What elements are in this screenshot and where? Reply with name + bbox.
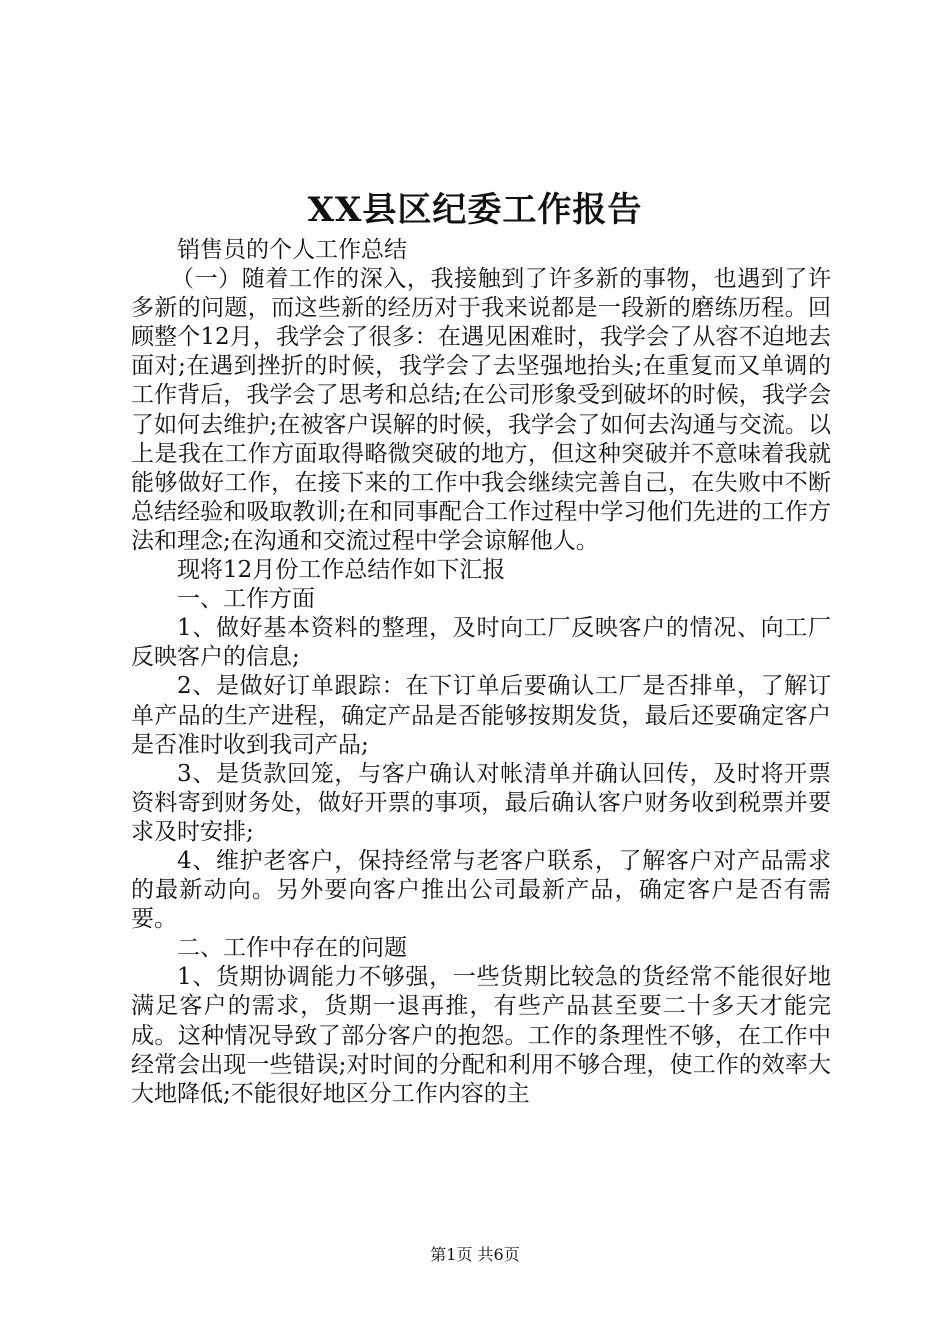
paragraph-intro: （一）随着工作的深入，我接触到了许多新的事物，也遇到了许多新的问题，而这些新的经历对于我来说都是一段新的磨练历程。回顾整个12月，我学会了很多：在遇见困难时，我学会了从容不迫地去面对;在遇到挫折的时候，我学会了去坚强地抬头;在重复而又单调的工作背后，我学会了思考和总结;在公司形象受到破坏的时候，我学会了如何去维护;在被客户误解的时候，我学会了如何去沟通与交流。以上是我在工作方面取得略微突破的地方，但这种突破并不意味着我就能够做好工作，在接下来的工作中我会继续完善自己，在失败中不断总结经验和吸取教训;在和同事配合工作过程中学习他们先进的工作方法和理念;在沟通和交流过程中学会谅解他人。 — [131, 266, 831, 554]
paragraph-item-1: 1、做好基本资料的整理，及时向工厂反映客户的情况、向工厂反映客户的信息; — [131, 615, 831, 671]
section-heading-work: 一、工作方面 — [177, 586, 315, 613]
paragraph-item-3: 3、是货款回笼，与客户确认对帐清单并确认回传，及时将开票资料寄到财务处，做好开票的事项，最后确认客户财务收到税票并要求及时安排; — [131, 760, 831, 845]
paragraph-item-4: 4、维护老客户，保持经常与老客户联系，了解客户对产品需求的最新动向。另外要向客户推出公司最新产品，确定客户是否有需要。 — [131, 847, 831, 933]
paragraph-subtitle: 销售员的个人工作总结 — [177, 237, 407, 263]
paragraph-item-2: 2、是做好订单跟踪：在下订单后要确认工厂是否排单，了解订单产品的生产进程，确定产品是否能够按期发货，最后还要确定客户是否准时收到我司产品; — [131, 673, 831, 758]
paragraph-report-lead: 现将12月份工作总结作如下汇报 — [177, 557, 506, 584]
section-heading-problems: 二、工作中存在的问题 — [177, 935, 407, 962]
document-body — [131, 236, 831, 1109]
page-number-footer: 第1页 共6页 — [430, 1245, 520, 1264]
document-title: XX县区纪委工作报告 — [307, 190, 643, 230]
paragraph-problem-1: 1、货期协调能力不够强，一些货期比较急的货经常不能很好地满足客户的需求，货期一退再推，有些产品甚至要二十多天才能完成。这种情况导致了部分客户的抱怨。工作的条理性不够，在工作中经常会出现一些错误;对时间的分配和利用不够合理，使工作的效率大大地降低;不能很好地区分工作内容的主 — [131, 964, 831, 1107]
